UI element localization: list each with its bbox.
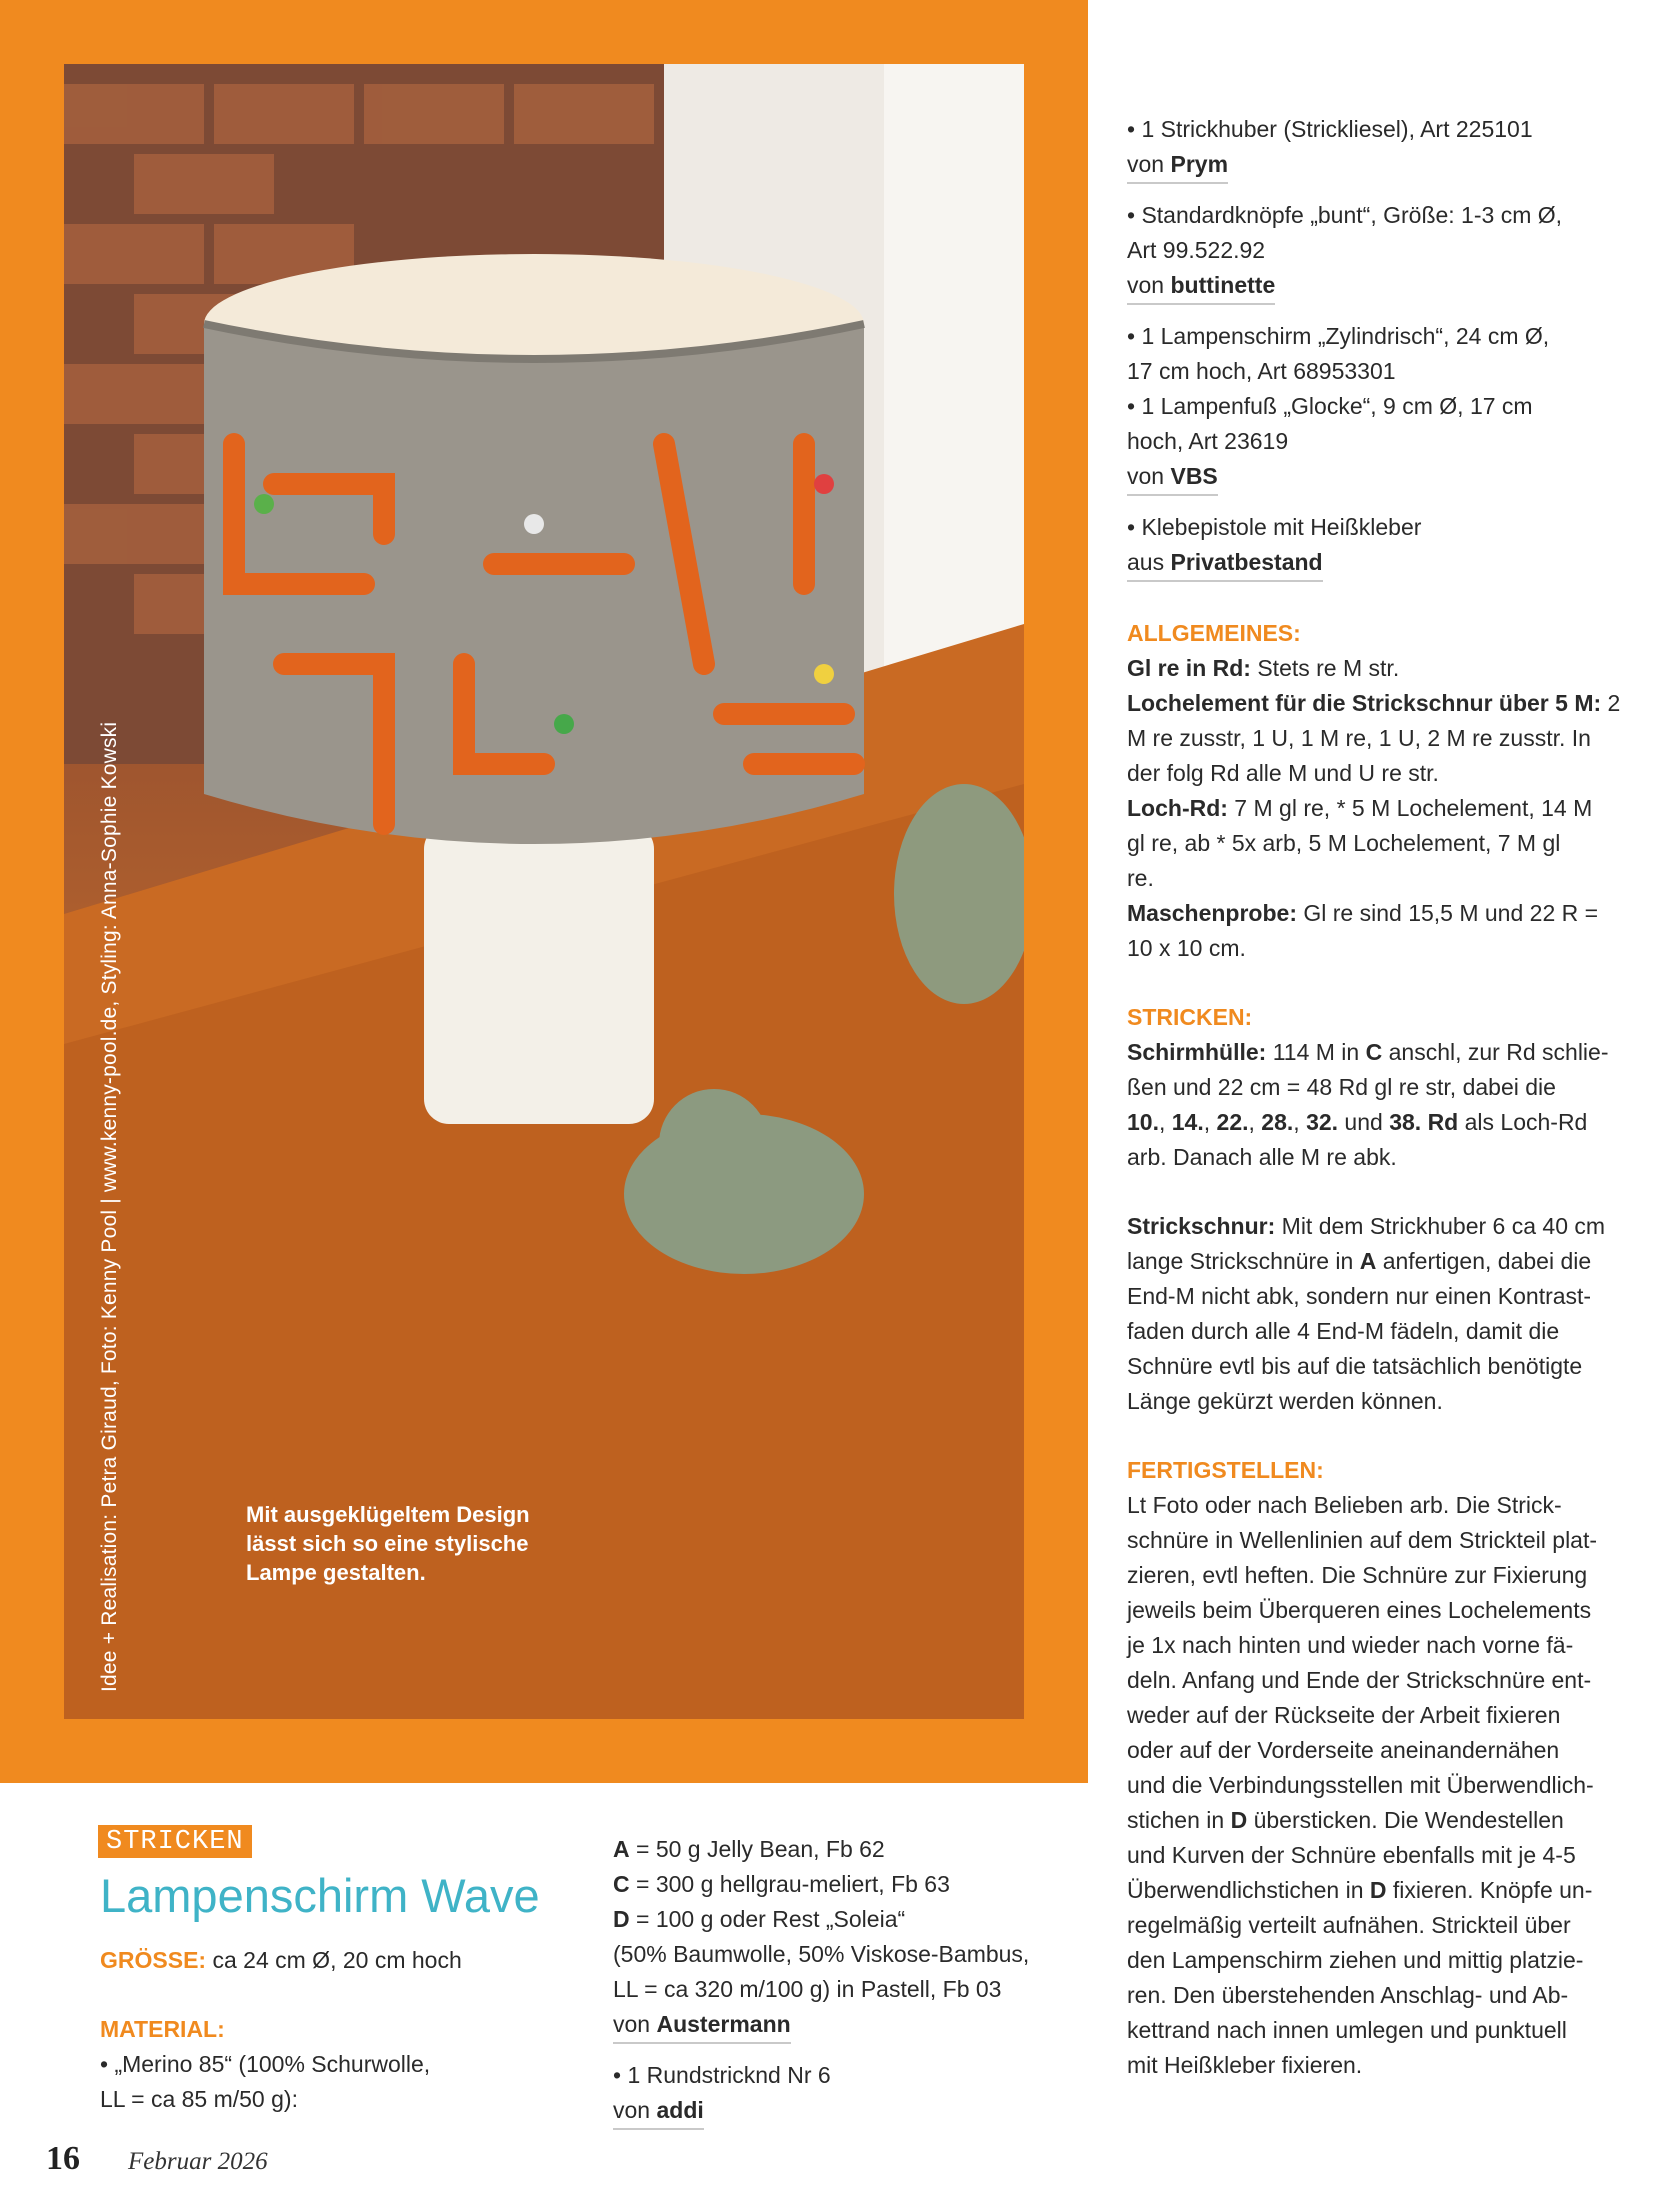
supplier-name: buttinette [1170, 272, 1276, 298]
material-line: LL = ca 85 m/50 g): [100, 2086, 298, 2112]
photo-credit: Idee + Realisation: Petra Giraud, Foto: Kenny Pool | www.kenny-pool.de, Styling: Anna-Sophie Kowski [98, 721, 121, 1692]
instruction-line [1127, 1035, 1627, 1070]
allgemeines-heading: ALLGEMEINES: [1127, 620, 1301, 646]
instruction-line: re. [1127, 865, 1154, 891]
instruction-line [1127, 686, 1627, 721]
yarn-extra: (50% Baumwolle, 50% Viskose-Bambus, [613, 1941, 1030, 1967]
instruction-line: den Lampenschirm ziehen und mittig platzie- [1127, 1947, 1584, 1973]
text: , [1158, 1109, 1172, 1135]
middle-column [613, 1832, 1053, 2130]
text: anfertigen, dabei die [1376, 1248, 1592, 1274]
supplier-name: Prym [1170, 151, 1229, 177]
text: , [1293, 1109, 1307, 1135]
material-item: • 1 Strickhuber (Strickliesel), Art 225101 [1127, 116, 1533, 142]
supplier-line [1127, 268, 1275, 305]
caption-line: lässt sich so eine stylische [246, 1531, 529, 1556]
instruction-line: zieren, evtl heften. Die Schnüre zur Fixierung [1127, 1562, 1588, 1588]
caption-line: Mit ausgeklügeltem Design [246, 1502, 530, 1527]
yarn-text: = 300 g hellgrau-meliert, Fb 63 [629, 1871, 950, 1897]
text: und [1338, 1109, 1390, 1135]
size-line [100, 1943, 560, 1978]
yarn-line [613, 1902, 1053, 1937]
page-number: 16 [46, 2140, 80, 2177]
supplier-name: Privatbestand [1170, 549, 1323, 575]
text: anschl, zur Rd schlie- [1382, 1039, 1609, 1065]
instruction-line: oder auf der Vorderseite aneinandernähen [1127, 1737, 1560, 1763]
photo-caption [246, 1500, 586, 1587]
instruction-line [1127, 1803, 1627, 1838]
material-item: • Klebepistole mit Heißkleber [1127, 514, 1422, 540]
material-line: • „Merino 85“ (100% Schurwolle, [100, 2051, 431, 2077]
supplier-name: Austermann [656, 2011, 791, 2037]
article-title: Lampenschirm Wave [100, 1869, 540, 1922]
supplier-line [613, 2093, 704, 2130]
instruction-line: M re zusstr, 1 U, 1 M re, 1 U, 2 M re zusstr. In [1127, 725, 1591, 751]
text: 7 M gl re, * 5 M Lochelement, 14 M [1227, 795, 1593, 821]
term: Maschenprobe: [1127, 900, 1297, 926]
yarn-key: D [1230, 1807, 1248, 1833]
instruction-line [1127, 791, 1627, 826]
instruction-line [1127, 1105, 1627, 1140]
term: Gl re in Rd: [1127, 655, 1251, 681]
supplier-prefix: von [1127, 151, 1171, 177]
supplier-name: VBS [1170, 463, 1218, 489]
yarn-text: = 50 g Jelly Bean, Fb 62 [629, 1836, 885, 1862]
instruction-line: faden durch alle 4 End-M fädeln, damit die [1127, 1318, 1560, 1344]
instruction-line: gl re, ab * 5x arb, 5 M Lochelement, 7 M gl [1127, 830, 1561, 856]
left-column [100, 1943, 560, 2117]
material-item: Art 99.522.92 [1127, 237, 1266, 263]
instruction-line: deln. Anfang und Ende der Strickschnüre ent- [1127, 1667, 1592, 1693]
text: übersticken. Die Wendestellen [1247, 1807, 1564, 1833]
round-num: 38. Rd [1389, 1109, 1459, 1135]
supplier-prefix: aus [1127, 549, 1171, 575]
instruction-line: und Kurven der Schnüre ebenfalls mit je 4-5 [1127, 1842, 1576, 1868]
supplier-line [1127, 459, 1218, 496]
instruction-line [1127, 651, 1627, 686]
caption-line: Lampe gestalten. [246, 1560, 426, 1585]
supplier-prefix: von [613, 2097, 657, 2123]
term: Strickschnur: [1127, 1213, 1276, 1239]
text: Mit dem Strickhuber 6 ca 40 cm [1275, 1213, 1606, 1239]
text: als Loch-Rd [1458, 1109, 1588, 1135]
supplier-prefix: von [1127, 463, 1171, 489]
instruction-line: je 1x nach hinten und wieder nach vorne fä- [1127, 1632, 1574, 1658]
text: , [1203, 1109, 1217, 1135]
text: stichen in [1127, 1807, 1231, 1833]
instruction-line: schnüre in Wellenlinien auf dem Strickteil plat- [1127, 1527, 1598, 1553]
issue-date: Februar 2026 [128, 2148, 268, 2175]
material-item: hoch, Art 23619 [1127, 428, 1289, 454]
stricken-heading: STRICKEN: [1127, 1004, 1253, 1030]
text: lange Strickschnüre in [1127, 1248, 1360, 1274]
round-num: 10. [1127, 1109, 1159, 1135]
instruction-line: End-M nicht abk, sondern nur einen Kontrast- [1127, 1283, 1592, 1309]
instruction-line: arb. Danach alle M re abk. [1127, 1144, 1397, 1170]
instruction-line: ren. Den überstehenden Anschlag- und Ab- [1127, 1982, 1569, 2008]
round-num: 14. [1171, 1109, 1204, 1135]
supplier-prefix: von [613, 2011, 657, 2037]
round-num: 22. [1216, 1109, 1249, 1135]
instruction-line [1127, 1873, 1627, 1908]
text: 114 M in [1266, 1039, 1366, 1065]
yarn-line [613, 1867, 1053, 1902]
instruction-line: weder auf der Rückseite der Arbeit fixieren [1127, 1702, 1561, 1728]
supplier-line [1127, 147, 1228, 184]
material-heading: MATERIAL: [100, 2016, 225, 2042]
material-item: • Standardknöpfe „bunt“, Größe: 1-3 cm Ø, [1127, 202, 1563, 228]
size-value: ca 24 cm Ø, 20 cm hoch [206, 1947, 462, 1973]
instruction-line: Schnüre evtl bis auf die tatsächlich benötigte [1127, 1353, 1583, 1379]
text: , [1248, 1109, 1262, 1135]
term: Schirmhülle: [1127, 1039, 1267, 1065]
section-tag: STRICKEN [98, 1825, 252, 1858]
instruction-line [1127, 1244, 1627, 1279]
right-column [1127, 112, 1627, 2083]
material-item: • 1 Lampenfuß „Glocke“, 9 cm Ø, 17 cm [1127, 393, 1533, 419]
text: fixieren. Knöpfe un- [1386, 1877, 1593, 1903]
size-label: GRÖSSE: [100, 1947, 207, 1973]
instruction-line: und die Verbindungsstellen mit Überwendlich- [1127, 1772, 1594, 1798]
supplier-prefix: von [1127, 272, 1171, 298]
yarn-key: A [1359, 1248, 1377, 1274]
term: Lochelement für die Strickschnur über 5 M: [1127, 690, 1602, 716]
supplier-line [1127, 545, 1323, 582]
instruction-line: 10 x 10 cm. [1127, 935, 1246, 961]
lamp-photo [64, 64, 1024, 1719]
text: Überwendlichstichen in [1127, 1877, 1370, 1903]
yarn-text: = 100 g oder Rest „Soleia“ [629, 1906, 906, 1932]
material-item: 17 cm hoch, Art 68953301 [1127, 358, 1396, 384]
yarn-line [613, 1832, 1053, 1867]
yarn-key: D [1369, 1877, 1387, 1903]
yarn-key: C [1365, 1039, 1383, 1065]
instruction-line: der folg Rd alle M und U re str. [1127, 760, 1439, 786]
material-item: • 1 Lampenschirm „Zylindrisch“, 24 cm Ø, [1127, 323, 1550, 349]
text: Stets re M str. [1250, 655, 1400, 681]
supplier-line [613, 2007, 791, 2044]
yarn-extra: LL = ca 320 m/100 g) in Pastell, Fb 03 [613, 1976, 1002, 2002]
instruction-line: Länge gekürzt werden können. [1127, 1388, 1443, 1414]
instruction-line: kettrand nach innen umlegen und punktuell [1127, 2017, 1567, 2043]
instruction-line [1127, 896, 1627, 931]
instruction-line: regelmäßig verteilt aufnähen. Strickteil über [1127, 1912, 1571, 1938]
text: Gl re sind 15,5 M und 22 R = [1296, 900, 1599, 926]
needle-line: • 1 Rundstricknd Nr 6 [613, 2062, 831, 2088]
yarn-key: C [613, 1871, 630, 1897]
term: Loch-Rd: [1127, 795, 1228, 821]
fertigstellen-heading: FERTIGSTELLEN: [1127, 1457, 1324, 1483]
lamp-illustration [64, 64, 1024, 1719]
instruction-line: jeweils beim Überqueren eines Lochelements [1127, 1597, 1592, 1623]
yarn-key: A [613, 1836, 630, 1862]
yarn-key: D [613, 1906, 630, 1932]
instruction-line: mit Heißkleber fixieren. [1127, 2052, 1363, 2078]
round-num: 32. [1306, 1109, 1339, 1135]
instruction-line: ßen und 22 cm = 48 Rd gl re str, dabei die [1127, 1074, 1556, 1100]
instruction-line: Lt Foto oder nach Belieben arb. Die Strick- [1127, 1492, 1562, 1518]
round-num: 28. [1261, 1109, 1294, 1135]
text: 2 [1601, 690, 1621, 716]
instruction-line [1127, 1209, 1627, 1244]
supplier-name: addi [656, 2097, 704, 2123]
